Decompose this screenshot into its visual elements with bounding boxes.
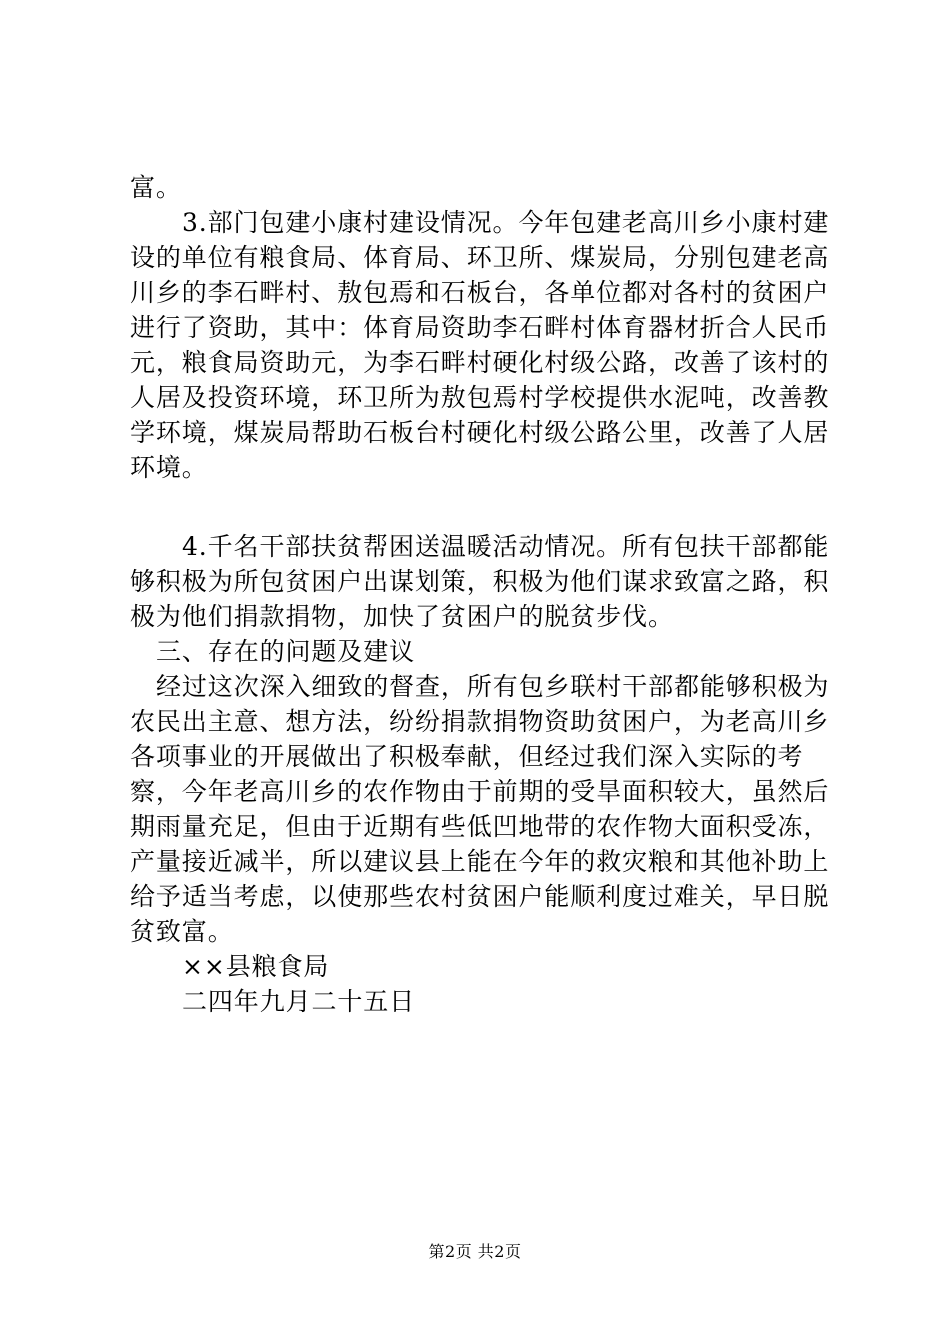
paragraph-gap [130,485,850,529]
signature-organization: ××县粮食局 [182,952,330,981]
paragraph-issues-body: 经过这次深入细致的督查，所有包乡联村干部都能够积极为农民出主意、想方法，纷纷捐款捐物资助贫困户，为老高川乡各项事业的开展做出了积极奉献，但经过我们深入实际的考察，今年老高川乡的农作物由于前期的受旱面积较大，虽然后期雨量充足，但由于近期有些低凹地带的农作物大面积受冻，产量接近减半，所以建议县上能在今年的救灾粮和其他补助上给予适当考虑，以使那些农村贫困户能顺利度过难关，早日脱贫致富。 [130,672,830,946]
section-heading-issues: 三、存在的问题及建议 [156,637,416,666]
paragraph-section-4: 4.千名干部扶贫帮困送温暖活动情况。所有包扶干部都能够积极为所包贫困户出谋划策，积极为他们谋求致富之路，积极为他们捐款捐物，加快了贫困户的脱贫步伐。 [130,532,830,631]
page-footer: 第2页 共2页 [428,1242,522,1261]
paragraph-continuation: 富。 [130,173,182,202]
paragraph-section-3: 3.部门包建小康村建设情况。今年包建老高川乡小康村建设的单位有粮食局、体育局、环卫所、煤炭局，分别包建老高川乡的李石畔村、敖包焉和石板台，各单位都对各村的贫困户进行了资助，其中：体育局资助李石畔村体育器材折合人民币元，粮食局资助元，为李石畔村硬化村级公路，改善了该村的人居及投资环境，环卫所为敖包焉村学校提供水泥吨，改善教学环境，煤炭局帮助石板台村硬化村级公路公里，改善了人居环境。 [130,208,830,482]
signature-date: 二四年九月二十五日 [182,987,416,1016]
document-body [130,170,850,1019]
